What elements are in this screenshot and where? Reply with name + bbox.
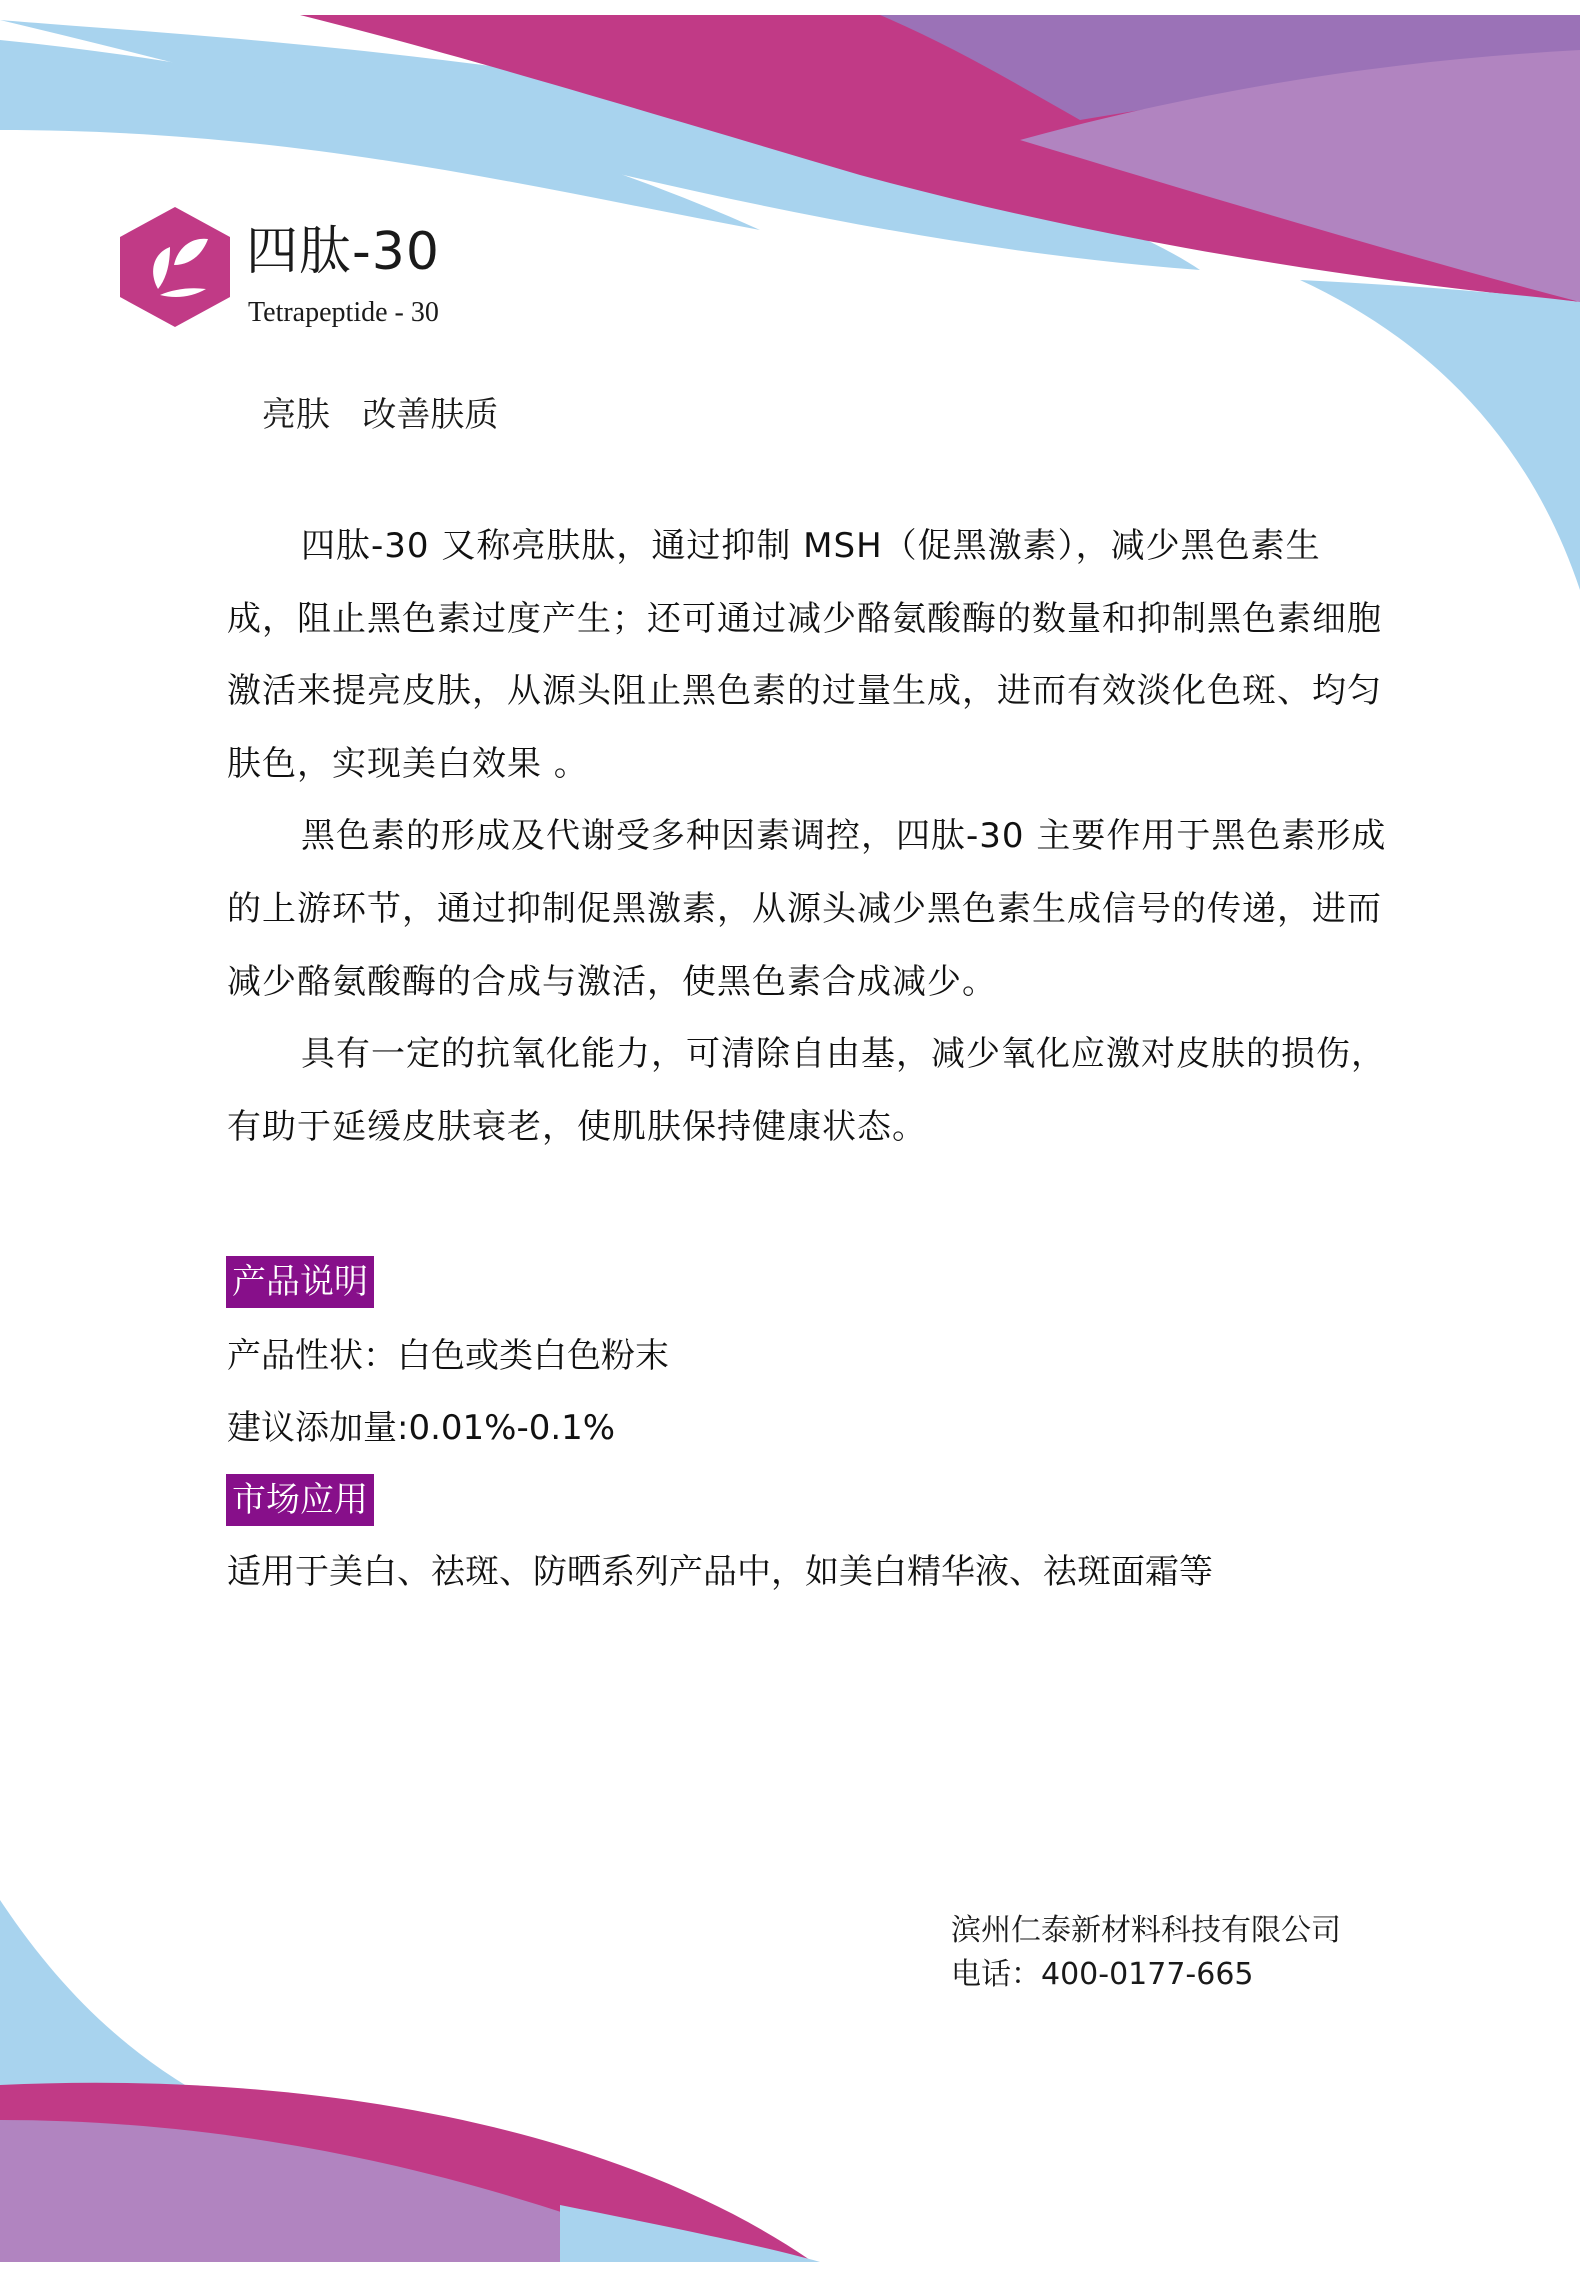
market-heading: 市场应用 <box>226 1474 374 1526</box>
company-phone: 电话：400-0177-665 <box>951 1957 1254 1992</box>
product-info-heading: 产品说明 <box>226 1256 374 1308</box>
description-block <box>227 510 1389 1163</box>
description-paragraph: 黑色素的形成及代谢受多种因素调控，四肽-30 主要作用于黑色素形成的上游环节，通过抑制促黑激素，从源头减少黑色素生成信号的传递，进而减少酪氨酸酶的合成与激活，使黑色素合成减少。 <box>227 816 1387 1002</box>
product-subtitle: Tetrapeptide - 30 <box>248 297 439 328</box>
company-name: 滨州仁泰新材料科技有限公司 <box>951 1913 1341 1948</box>
product-dosage: 建议添加量:0.01%-0.1% <box>227 1408 616 1448</box>
description-paragraph: 四肽-30 又称亮肤肽，通过抑制 MSH（促黑激素），减少黑色素生成，阻止黑色素过度产生；还可通过减少酪氨酸酶的数量和抑制黑色素细胞激活来提亮皮肤，从源头阻止黑色素的过量生成，进而有效淡化色斑、均匀肤色，实现美白效果 。 <box>227 526 1382 784</box>
product-appearance: 产品性状：白色或类白色粉末 <box>227 1336 669 1376</box>
description-paragraph: 具有一定的抗氧化能力，可清除自由基，减少氧化应激对皮肤的损伤，有助于延缓皮肤衰老，使肌肤保持健康状态。 <box>227 1034 1386 1147</box>
leaf-sprout-icon <box>118 205 232 329</box>
market-application-text: 适用于美白、祛斑、防晒系列产品中，如美白精华液、祛斑面霜等 <box>227 1552 1213 1592</box>
product-title: 四肽-30 <box>246 222 440 282</box>
tagline: 亮肤 改善肤质 <box>262 395 499 435</box>
